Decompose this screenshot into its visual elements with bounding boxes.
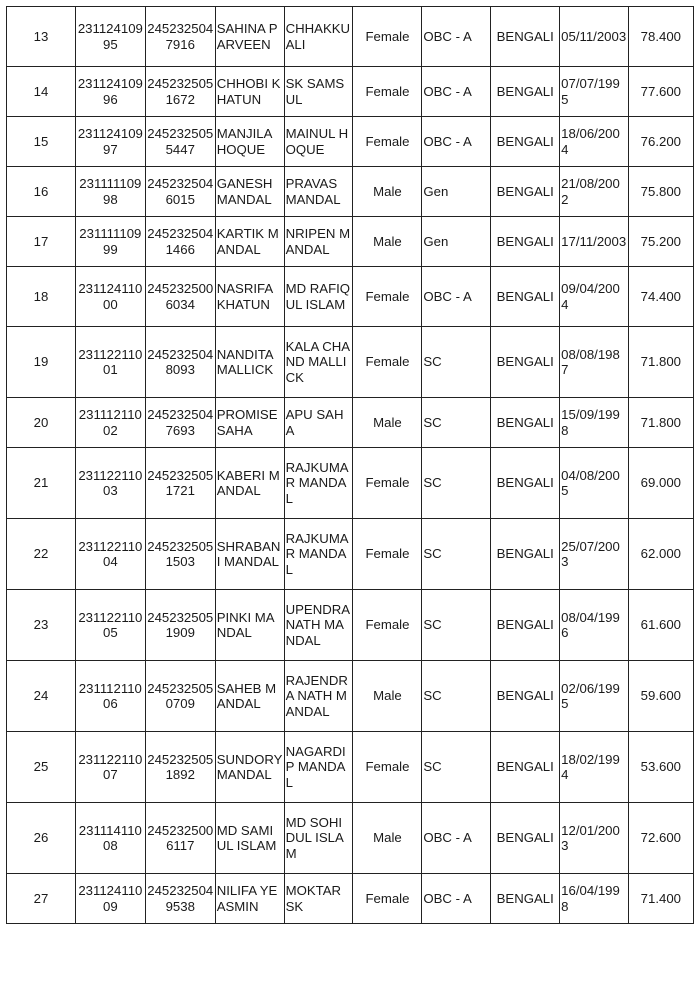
date-of-birth-cell: 25/07/2003: [560, 519, 629, 590]
language-cell: BENGALI: [491, 732, 560, 803]
guardian-name-cell: PRAVAS MANDAL: [284, 167, 353, 217]
table-row: [7, 803, 694, 874]
gender-cell: Female: [353, 519, 422, 590]
marks-cell: 74.400: [629, 267, 694, 327]
guardian-name-cell: MOKTAR SK: [284, 874, 353, 924]
marks-cell: 69.000: [629, 448, 694, 519]
guardian-name-cell: SK SAMSUL: [284, 67, 353, 117]
serial-number-cell: 13: [7, 7, 76, 67]
table-row: [7, 167, 694, 217]
gender-cell: Female: [353, 267, 422, 327]
marks-cell: 53.600: [629, 732, 694, 803]
candidate-name-cell: PROMISE SAHA: [215, 398, 284, 448]
candidate-name-cell: NANDITA MALLICK: [215, 327, 284, 398]
gender-cell: Male: [353, 217, 422, 267]
category-cell: SC: [422, 448, 491, 519]
category-cell: OBC - A: [422, 267, 491, 327]
registration-number-cell: 2452325006034: [145, 267, 215, 327]
registration-number-cell: 2452325051503: [145, 519, 215, 590]
language-cell: BENGALI: [491, 448, 560, 519]
registration-number-cell: 2452325047916: [145, 7, 215, 67]
table-row: [7, 732, 694, 803]
marks-cell: 76.200: [629, 117, 694, 167]
marks-cell: 71.800: [629, 398, 694, 448]
category-cell: Gen: [422, 217, 491, 267]
registration-number-cell: 2452325049538: [145, 874, 215, 924]
category-cell: Gen: [422, 167, 491, 217]
serial-number-cell: 18: [7, 267, 76, 327]
table-row: [7, 7, 694, 67]
table-row: [7, 398, 694, 448]
gender-cell: Female: [353, 327, 422, 398]
registration-number-cell: 2452325051721: [145, 448, 215, 519]
applicant-id-cell: 23112211003: [75, 448, 145, 519]
merit-list-table: [6, 6, 694, 924]
serial-number-cell: 17: [7, 217, 76, 267]
guardian-name-cell: CHHAKKU ALI: [284, 7, 353, 67]
date-of-birth-cell: 21/08/2002: [560, 167, 629, 217]
candidate-name-cell: SAHEB MANDAL: [215, 661, 284, 732]
applicant-id-cell: 23112410995: [75, 7, 145, 67]
candidate-name-cell: MD SAMIUL ISLAM: [215, 803, 284, 874]
table-row: [7, 874, 694, 924]
category-cell: OBC - A: [422, 803, 491, 874]
serial-number-cell: 27: [7, 874, 76, 924]
language-cell: BENGALI: [491, 398, 560, 448]
category-cell: OBC - A: [422, 67, 491, 117]
gender-cell: Female: [353, 7, 422, 67]
table-row: [7, 217, 694, 267]
marks-cell: 75.800: [629, 167, 694, 217]
table-row: [7, 661, 694, 732]
gender-cell: Male: [353, 167, 422, 217]
candidate-name-cell: KABERI MANDAL: [215, 448, 284, 519]
guardian-name-cell: RAJKUMAR MANDAL: [284, 448, 353, 519]
registration-number-cell: 2452325041466: [145, 217, 215, 267]
guardian-name-cell: APU SAHA: [284, 398, 353, 448]
applicant-id-cell: 23112411009: [75, 874, 145, 924]
gender-cell: Female: [353, 590, 422, 661]
table-row: [7, 327, 694, 398]
registration-number-cell: 2452325051672: [145, 67, 215, 117]
registration-number-cell: 2452325047693: [145, 398, 215, 448]
category-cell: SC: [422, 732, 491, 803]
category-cell: OBC - A: [422, 7, 491, 67]
candidate-name-cell: SHRABANI MANDAL: [215, 519, 284, 590]
applicant-id-cell: 23111211002: [75, 398, 145, 448]
gender-cell: Male: [353, 803, 422, 874]
marks-cell: 62.000: [629, 519, 694, 590]
serial-number-cell: 22: [7, 519, 76, 590]
gender-cell: Female: [353, 874, 422, 924]
applicant-id-cell: 23112411000: [75, 267, 145, 327]
marks-cell: 59.600: [629, 661, 694, 732]
registration-number-cell: 2452325006117: [145, 803, 215, 874]
date-of-birth-cell: 08/08/1987: [560, 327, 629, 398]
language-cell: BENGALI: [491, 874, 560, 924]
registration-number-cell: 2452325046015: [145, 167, 215, 217]
category-cell: SC: [422, 519, 491, 590]
marks-cell: 71.400: [629, 874, 694, 924]
language-cell: BENGALI: [491, 590, 560, 661]
applicant-id-cell: 23111110998: [75, 167, 145, 217]
gender-cell: Female: [353, 732, 422, 803]
applicant-id-cell: 23112211001: [75, 327, 145, 398]
table-row: [7, 448, 694, 519]
language-cell: BENGALI: [491, 67, 560, 117]
language-cell: BENGALI: [491, 803, 560, 874]
applicant-id-cell: 23111211006: [75, 661, 145, 732]
category-cell: OBC - A: [422, 117, 491, 167]
serial-number-cell: 14: [7, 67, 76, 117]
language-cell: BENGALI: [491, 519, 560, 590]
date-of-birth-cell: 07/07/1995: [560, 67, 629, 117]
date-of-birth-cell: 16/04/1998: [560, 874, 629, 924]
serial-number-cell: 15: [7, 117, 76, 167]
table-row: [7, 117, 694, 167]
date-of-birth-cell: 05/11/2003: [560, 7, 629, 67]
date-of-birth-cell: 08/04/1996: [560, 590, 629, 661]
candidate-name-cell: MANJILA HOQUE: [215, 117, 284, 167]
marks-cell: 77.600: [629, 67, 694, 117]
applicant-id-cell: 23112410996: [75, 67, 145, 117]
table-row: [7, 67, 694, 117]
applicant-id-cell: 23112410997: [75, 117, 145, 167]
applicant-id-cell: 23112211005: [75, 590, 145, 661]
applicant-id-cell: 23111110999: [75, 217, 145, 267]
language-cell: BENGALI: [491, 7, 560, 67]
language-cell: BENGALI: [491, 217, 560, 267]
candidate-name-cell: CHHOBI KHATUN: [215, 67, 284, 117]
date-of-birth-cell: 17/11/2003: [560, 217, 629, 267]
guardian-name-cell: NAGARDIP MANDAL: [284, 732, 353, 803]
guardian-name-cell: NRIPEN MANDAL: [284, 217, 353, 267]
date-of-birth-cell: 02/06/1995: [560, 661, 629, 732]
candidate-name-cell: SAHINA PARVEEN: [215, 7, 284, 67]
category-cell: SC: [422, 590, 491, 661]
gender-cell: Female: [353, 67, 422, 117]
applicant-id-cell: 23112211007: [75, 732, 145, 803]
guardian-name-cell: RAJENDRA NATH MANDAL: [284, 661, 353, 732]
guardian-name-cell: MD SOHIDUL ISLAM: [284, 803, 353, 874]
candidate-name-cell: SUNDORY MANDAL: [215, 732, 284, 803]
gender-cell: Male: [353, 661, 422, 732]
gender-cell: Female: [353, 448, 422, 519]
serial-number-cell: 19: [7, 327, 76, 398]
candidate-name-cell: PINKI MANDAL: [215, 590, 284, 661]
registration-number-cell: 2452325055447: [145, 117, 215, 167]
candidate-name-cell: NASRIFA KHATUN: [215, 267, 284, 327]
registration-number-cell: 2452325048093: [145, 327, 215, 398]
guardian-name-cell: KALA CHAND MALLICK: [284, 327, 353, 398]
date-of-birth-cell: 12/01/2003: [560, 803, 629, 874]
language-cell: BENGALI: [491, 117, 560, 167]
table-body: [7, 7, 694, 924]
applicant-id-cell: 23112211004: [75, 519, 145, 590]
marks-cell: 71.800: [629, 327, 694, 398]
category-cell: OBC - A: [422, 874, 491, 924]
gender-cell: Male: [353, 398, 422, 448]
marks-cell: 78.400: [629, 7, 694, 67]
marks-cell: 75.200: [629, 217, 694, 267]
date-of-birth-cell: 18/06/2004: [560, 117, 629, 167]
category-cell: SC: [422, 661, 491, 732]
table-row: [7, 519, 694, 590]
language-cell: BENGALI: [491, 661, 560, 732]
date-of-birth-cell: 04/08/2005: [560, 448, 629, 519]
candidate-name-cell: GANESH MANDAL: [215, 167, 284, 217]
guardian-name-cell: UPENDRANATH MANDAL: [284, 590, 353, 661]
serial-number-cell: 25: [7, 732, 76, 803]
category-cell: SC: [422, 398, 491, 448]
registration-number-cell: 2452325051909: [145, 590, 215, 661]
serial-number-cell: 21: [7, 448, 76, 519]
language-cell: BENGALI: [491, 167, 560, 217]
table-row: [7, 267, 694, 327]
serial-number-cell: 16: [7, 167, 76, 217]
guardian-name-cell: MAINUL HOQUE: [284, 117, 353, 167]
marks-cell: 61.600: [629, 590, 694, 661]
language-cell: BENGALI: [491, 327, 560, 398]
gender-cell: Female: [353, 117, 422, 167]
registration-number-cell: 2452325051892: [145, 732, 215, 803]
serial-number-cell: 24: [7, 661, 76, 732]
category-cell: SC: [422, 327, 491, 398]
language-cell: BENGALI: [491, 267, 560, 327]
date-of-birth-cell: 09/04/2004: [560, 267, 629, 327]
guardian-name-cell: MD RAFIQUL ISLAM: [284, 267, 353, 327]
table-row: [7, 590, 694, 661]
date-of-birth-cell: 15/09/1998: [560, 398, 629, 448]
applicant-id-cell: 23111411008: [75, 803, 145, 874]
date-of-birth-cell: 18/02/1994: [560, 732, 629, 803]
marks-cell: 72.600: [629, 803, 694, 874]
serial-number-cell: 23: [7, 590, 76, 661]
guardian-name-cell: RAJKUMAR MANDAL: [284, 519, 353, 590]
serial-number-cell: 20: [7, 398, 76, 448]
serial-number-cell: 26: [7, 803, 76, 874]
candidate-name-cell: KARTIK MANDAL: [215, 217, 284, 267]
candidate-name-cell: NILIFA YEASMIN: [215, 874, 284, 924]
registration-number-cell: 2452325050709: [145, 661, 215, 732]
